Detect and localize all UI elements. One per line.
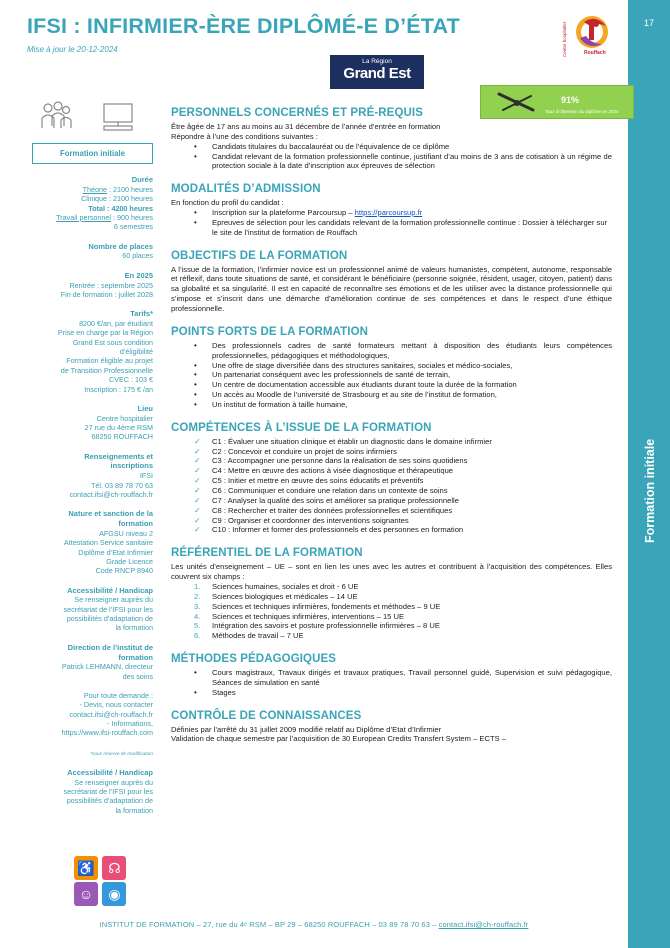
nature-line: AFGSU niveau 2: [99, 528, 153, 538]
tarifs-line: Inscription : 175 € /an: [84, 384, 153, 394]
rens-heading-2: inscriptions: [110, 461, 153, 471]
wheelchair-icon: ♿: [74, 856, 98, 880]
item-number: 5.: [194, 621, 201, 631]
s4-bullets: [194, 341, 612, 410]
tarifs-line: d’éligibilité: [119, 347, 153, 357]
list-item: • Des professionnels cadres de santé formateurs mettant à disposition des étudiants leurs compétences professionnelles, pédagogiques et méthodologiques,: [194, 341, 612, 361]
access2-heading: Accessibilité / Handicap: [67, 768, 153, 778]
list-item: • Candidats titulaires du baccalauréat ou de l’équivalence de ce diplôme: [194, 142, 612, 152]
item-number: 1.: [194, 581, 201, 591]
s2-bullets: [194, 208, 612, 238]
nature-line: Grade Licence: [106, 556, 153, 566]
nature-heading-2: formation: [118, 519, 153, 529]
tarifs-line: 8200 €/an, par étudiant: [79, 319, 153, 328]
ifsi-logo-bottom-text: Rouffach: [584, 50, 606, 56]
ifsi-logo-side-text: Centre hospitalier: [562, 21, 567, 57]
accessibility-icons: [74, 856, 128, 908]
places-value: 60 places: [122, 251, 153, 261]
direction-line: des soins: [122, 671, 153, 681]
tarifs-line: de Transition Professionnelle: [60, 365, 153, 375]
lieu-line: 68250 ROUFFACH: [91, 432, 153, 442]
tarifs-line: Grand Est sous condition: [72, 337, 153, 347]
access-heading: Accessibilité / Handicap: [67, 585, 153, 595]
section-title-objectifs: OBJECTIFS DE LA FORMATION: [171, 249, 348, 262]
list-item: • Cours magistraux, Travaux dirigés et travaux pratiques, Travail personnel guidé, Supervision et suivi pédagogique, Séances de simulation en santé: [194, 668, 612, 688]
page-number: 17: [643, 18, 654, 28]
footer-address: INSTITUT DE FORMATION – 27, rue du 4ᵉ RSM – BP 29 – 68250 ROUFFACH – 03 89 78 70 63 –: [99, 920, 439, 929]
nature-line: Diplôme d’Etat Infirmier: [78, 547, 153, 557]
tarifs-line: Formation éligible au projet: [66, 356, 153, 366]
sidebar: [20, 143, 153, 815]
region-grand-est-logo: [330, 55, 424, 89]
fin-formation: Fin de formation : juillet 2028: [60, 289, 153, 299]
sidebar-icons: [40, 100, 150, 137]
list-item: • Un centre de documentation accessible aux étudiants durant toute la durée de la formation: [194, 380, 612, 390]
list-item: • Un institut de formation à taille humaine,: [194, 400, 612, 410]
parcoursup-text: Inscription sur la plateforme Parcoursup –: [212, 208, 355, 218]
access2-line: possibilités d’adaptation de: [66, 796, 153, 806]
access2-line: Se renseigner auprès du: [74, 777, 153, 787]
strip-label: Formation initiale: [643, 438, 657, 543]
success-rate-label: Taux d’obtention du diplôme en 2024: [545, 109, 619, 114]
section-title-competences: COMPÉTENCES À L’ISSUE DE LA FORMATION: [171, 421, 432, 434]
s6-numbered-list: [194, 582, 612, 641]
item-text: Sciences biologiques et médicales – 14 UE: [212, 591, 358, 601]
list-item: ✓ C1 : Évaluer une situation clinique et établir un diagnostic dans le domaine infirmier: [194, 437, 612, 447]
list-item: • Candidat relevant de la formation professionnelle continue, justifiant d’au moins de 3 ans de cotisation à un régime de protection sociale à la date d’inscription aux épreuves de sélection: [194, 152, 612, 172]
objectifs-paragraph: A l’issue de la formation, l’infirmier novice est un professionnel animé de valeurs humanistes, compétent, autonome, responsable et réflexif, dans toute situations de santé, et considérant le bénéficiaire (personne soignée, résident, usager, citoyen, patient) dans sa globalité et sa singularité. Il est en capacité de reconnaître ses émotions et de les utiliser avec la distance professionnelle qui s’impose et s’inscrit dans une démarche d’amélioration continue de ses compétences et dans le respect d’une éthique professionnelle.: [171, 264, 612, 313]
lieu-line: 27 rue du 4ème RSM: [84, 422, 153, 432]
item-number: 3.: [194, 601, 201, 611]
list-item: • Stages: [194, 688, 612, 698]
lieu-heading: Lieu: [137, 403, 153, 413]
direction-line: Patrick LEHMANN, directeur: [61, 662, 153, 672]
main-content: [171, 106, 612, 744]
computer-icon: [104, 104, 132, 130]
list-item: ✓ C9 : Organiser et coordonner des interventions soignantes: [194, 516, 612, 526]
page-title: IFSI : INFIRMIER-ÈRE DIPLÔMÉ-E D’ÉTAT: [27, 14, 461, 38]
s8-line: Validation de chaque semestre par l’acquisition de 30 European Credits Transfert System – ECTS –: [171, 734, 507, 744]
s5-checklist: [194, 437, 612, 536]
nature-heading: Nature et sanction de la: [68, 509, 153, 519]
year-heading: En 2025: [124, 270, 153, 280]
places-heading: Nombre de places: [88, 241, 153, 251]
duree-heading: Durée: [131, 175, 153, 185]
list-item: [194, 631, 612, 641]
section-title-points-forts: POINTS FORTS DE LA FORMATION: [171, 325, 369, 338]
demande-line: Pour toute demande :: [83, 690, 153, 700]
group-people-icon: [42, 102, 71, 128]
tarifs-heading: Tarifs*: [130, 309, 153, 319]
demande-email[interactable]: contact.ifsi@ch-rouffach.fr: [69, 709, 153, 719]
list-item: [194, 592, 612, 602]
success-rate-percent: 91%: [561, 95, 580, 105]
people-computer-icons: [40, 100, 150, 132]
duree-total: Total : 4200 heures: [88, 203, 153, 213]
list-item: • Une offre de stage diversifiée dans des structures sanitaires, sociales et médico-sociales,: [194, 361, 612, 371]
s7-bullets: [194, 668, 612, 698]
access2-line: secrétariat de l’IFSI pour les: [63, 787, 153, 797]
access-line: Se renseigner auprès du: [74, 595, 153, 605]
tarifs-line: CVEC : 103 €: [109, 375, 153, 385]
item-text: Sciences et techniques infirmières, interventions – 15 UE: [212, 611, 405, 621]
item-text: Sciences et techniques infirmières, fondements et méthodes – 9 UE: [212, 601, 441, 611]
access-line: la formation: [115, 623, 153, 633]
footer: [0, 920, 628, 929]
direction-heading-2: formation: [118, 652, 153, 662]
rens-phone: Tél. 03 89 78 70 63: [91, 480, 153, 490]
tarifs-line: Prise en charge par la Région: [57, 328, 153, 338]
footer-email-link[interactable]: contact.ifsi@ch-rouffach.fr: [438, 920, 529, 929]
section-title-methodes: MÉTHODES PÉDAGOGIQUES: [171, 653, 337, 666]
visual-impaired-icon: ◉: [102, 882, 126, 906]
list-item: [194, 208, 612, 218]
cognitive-disability-icon: ☺: [74, 882, 98, 906]
duree-semestres: 6 semestres: [113, 222, 153, 232]
theorie-value: : 2100 heures: [107, 184, 153, 194]
tp-label: Travail personnel: [56, 212, 112, 222]
section-title-admission: MODALITÉS D’ADMISSION: [171, 183, 321, 196]
item-text: Méthodes de travail – 7 UE: [212, 631, 304, 641]
lieu-line: Centre hospitalier: [96, 413, 153, 423]
tp-value: : 900 heures: [111, 212, 153, 222]
rentree: Rentrée : septembre 2025: [69, 280, 153, 290]
parcoursup-link[interactable]: https://parcoursup.fr: [354, 208, 423, 218]
duree-theorie: [20, 185, 153, 194]
s2-intro: En fonction du profil du candidat :: [171, 198, 284, 208]
ifsi-logo: [562, 12, 616, 60]
list-item: ✓ C7 : Analyser la qualité des soins et améliorer sa pratique professionnelle: [194, 496, 612, 506]
list-item: [194, 612, 612, 622]
section-title-controle: CONTRÔLE DE CONNAISSANCES: [171, 709, 362, 722]
theorie-label: Théorie: [82, 184, 108, 194]
list-item: • Epreuves de sélection pour les candidats relevant de la formation professionnelle continue : Dossier à télécharger sur le site de l’institut de formation de Rouffach: [194, 218, 612, 238]
list-item: [194, 621, 612, 631]
demande-line: - Informations,: [107, 719, 153, 729]
s1-bullets: [194, 142, 612, 172]
rens-heading: Renseignements et: [84, 451, 153, 461]
section-title-personnels: PERSONNELS CONCERNÉS ET PRÉ-REQUIS: [171, 107, 423, 119]
nature-line: Code RNCP 8940: [95, 566, 153, 576]
s1-line: Répondre à l’une des conditions suivantes :: [171, 131, 318, 141]
item-text: Intégration des savoirs et posture professionnelle infirmières – 8 UE: [212, 621, 440, 631]
reserve-note: *sous réserve de modification: [90, 751, 153, 757]
region-logo-big: Grand Est: [343, 65, 411, 82]
list-item: ✓ C2 : Concevoir et conduire un projet de soins infirmiers: [194, 447, 612, 457]
rens-email[interactable]: contact.ifsi@ch-rouffach.fr: [69, 489, 153, 499]
referentiel-paragraph: Les unités d’enseignement – UE – sont en lien les unes avec les autres et contribuent à l’acquisition des compétences. Elles couvrent six champs :: [171, 562, 612, 582]
duree-tp: [20, 213, 153, 222]
nature-line: Attestation Service sanitaire: [63, 538, 153, 548]
demande-line: - Devis, nous contacter: [79, 700, 153, 710]
duree-clinique: Clinique : 2100 heures: [81, 194, 153, 204]
item-number: 2.: [194, 591, 201, 601]
list-item: • Un accès au Moodle de l’université de Strasbourg et au site de l’institut de formation,: [194, 390, 612, 400]
list-item: ✓ C4 : Mettre en œuvre des actions à visée diagnostique et thérapeutique: [194, 466, 612, 476]
list-item: ✓ C10 : Informer et former des professionnels et des personnes en formation: [194, 525, 612, 535]
item-number: 4.: [194, 611, 201, 621]
s8-line: Définies par l’arrêté du 31 juillet 2009 modifié relatif au Diplôme d’Etat d’Infirmier: [171, 724, 442, 734]
access-line: possibilités d’adaptation de: [66, 614, 153, 624]
formation-type-box: Formation initiale: [32, 143, 153, 164]
item-text: Sciences humaines, sociales et droit - 6 UE: [212, 581, 359, 591]
hearing-impaired-icon: ☊: [102, 856, 126, 880]
rens-line: IFSI: [139, 471, 153, 481]
access-line: secrétariat de l’IFSI pour les: [63, 604, 153, 614]
list-item: ✓ C8 : Rechercher et traiter des données professionnelles et scientifiques: [194, 506, 612, 516]
section-title-referentiel: RÉFÉRENTIEL DE LA FORMATION: [171, 547, 363, 560]
access2-line: la formation: [115, 805, 153, 815]
list-item: [194, 582, 612, 592]
direction-heading: Direction de l’institut de: [67, 642, 153, 652]
region-logo-small: La Région: [362, 58, 392, 65]
list-item: ✓ C6 : Communiquer et conduire une relation dans un contexte de soins: [194, 486, 612, 496]
list-item: [194, 602, 612, 612]
list-item: ✓ C3 : Accompagner une personne dans la réalisation de ses soins quotidiens: [194, 456, 612, 466]
item-number: 6.: [194, 631, 201, 641]
list-item: ✓ C5 : Initier et mettre en œuvre des soins éducatifs et préventifs: [194, 476, 612, 486]
demande-website[interactable]: https://www.ifsi-rouffach.com: [61, 728, 153, 738]
update-date: Mise à jour le 20-12-2024: [27, 45, 118, 54]
list-item: • Un partenariat conséquent avec les professionnels de santé de terrain,: [194, 370, 612, 380]
s1-line: Être âgée de 17 ans au moins au 31 décembre de l’année d’entrée en formation: [171, 121, 441, 131]
